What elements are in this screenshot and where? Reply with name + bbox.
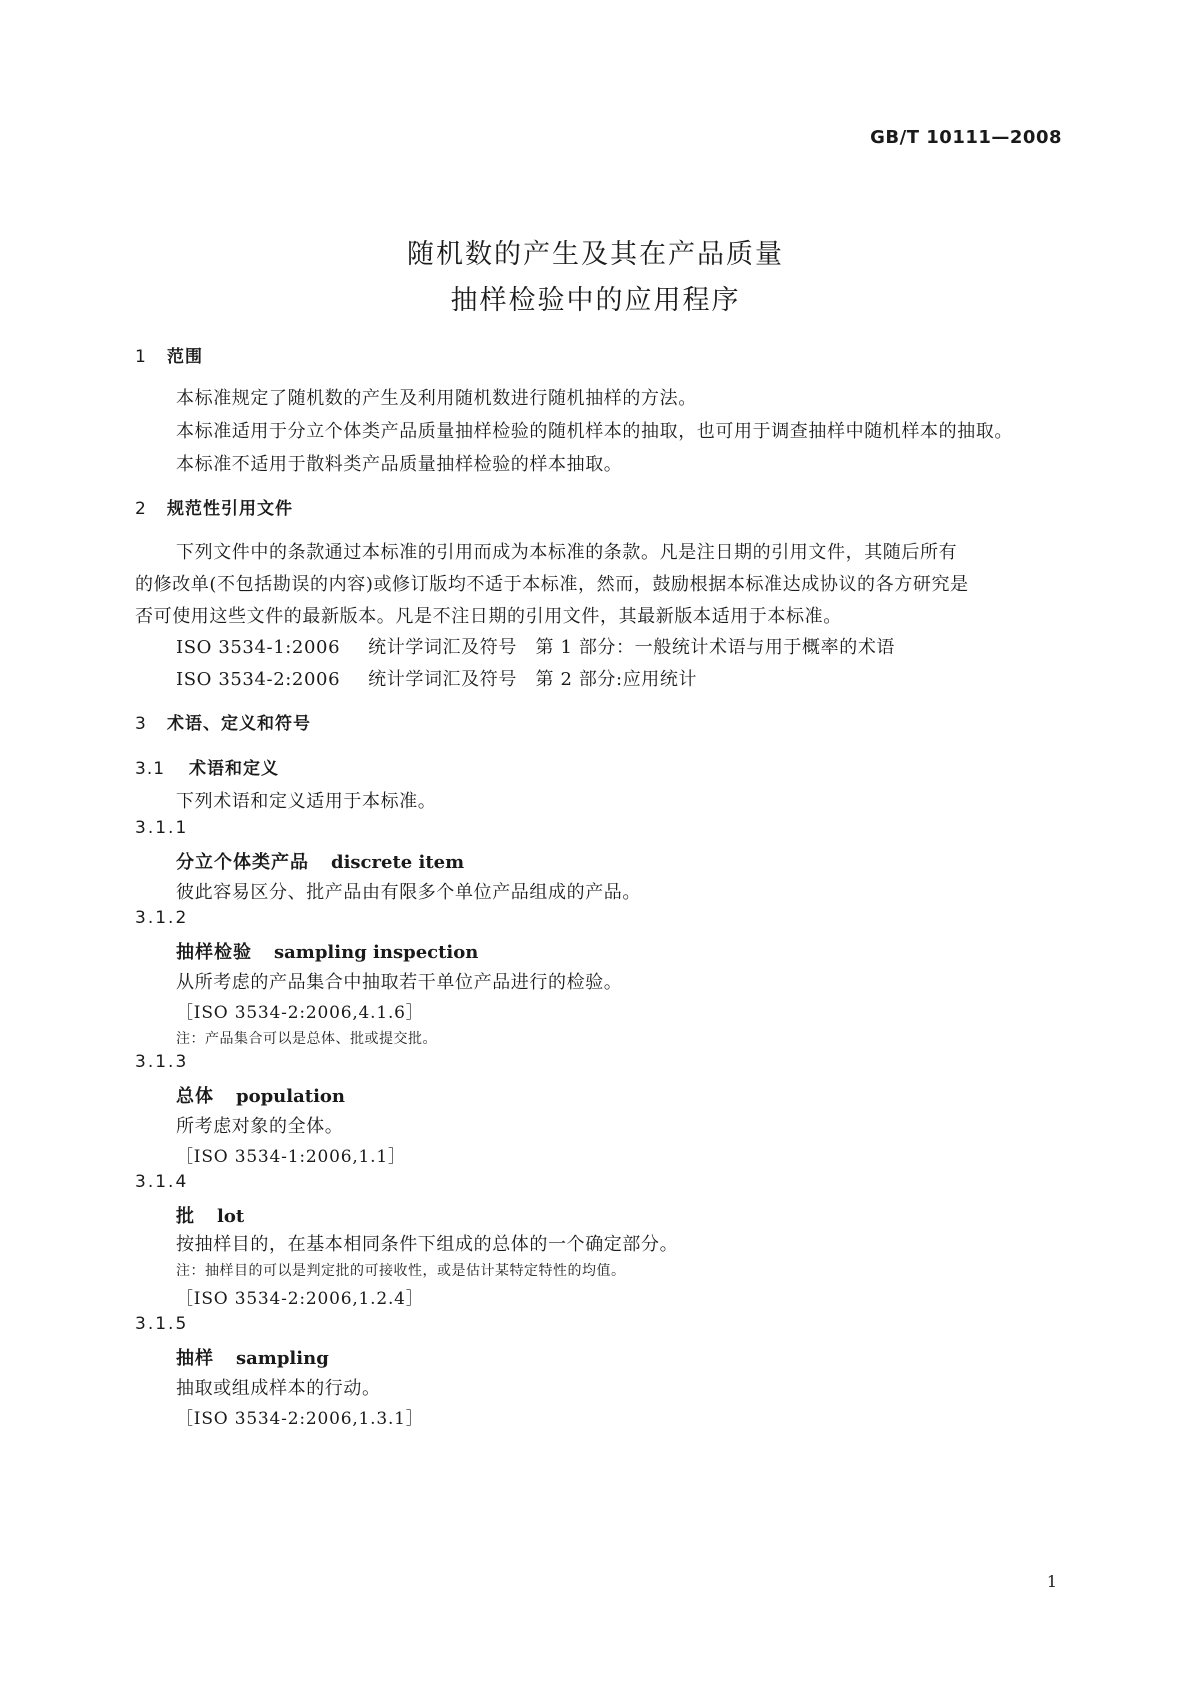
term-english: discrete item <box>331 852 465 873</box>
section-2-heading <box>135 494 293 519</box>
reference-entry <box>176 633 895 659</box>
reference-code: ISO 3534-2:2006 <box>176 669 341 690</box>
section-title: 范围 <box>167 347 203 367</box>
term-number: 3.1.2 <box>135 908 189 928</box>
paragraph: 本标准适用于分立个体类产品质量抽样检验的随机样本的抽取，也可用于调查抽样中随机样本的抽取。 <box>176 421 1013 442</box>
term-reference: ［ISO 3534-2:2006,4.1.6］ <box>176 1003 424 1023</box>
term-title <box>176 938 478 964</box>
term-definition: 彼此容易区分、批产品由有限多个单位产品组成的产品。 <box>176 882 641 903</box>
reference-title: 统计学词汇及符号 第 2 部分:应用统计 <box>368 669 698 690</box>
term-chinese: 抽样检验 <box>176 942 252 963</box>
document-title-line-1: 随机数的产生及其在产品质量 <box>407 239 784 270</box>
section-title: 规范性引用文件 <box>167 499 293 519</box>
term-reference: ［ISO 3534-1:2006,1.1］ <box>176 1147 406 1167</box>
paragraph: 本标准规定了随机数的产生及利用随机数进行随机抽样的方法。 <box>176 388 697 409</box>
section-1-heading <box>135 342 203 367</box>
term-reference: ［ISO 3534-2:2006,1.3.1］ <box>176 1409 424 1429</box>
term-english: lot <box>217 1206 245 1227</box>
term-english: sampling inspection <box>274 942 479 963</box>
section-number: 2 <box>135 499 147 519</box>
term-title <box>176 848 464 874</box>
term-title <box>176 1202 244 1228</box>
paragraph: 本标准不适用于散料类产品质量抽样检验的样本抽取。 <box>176 454 623 475</box>
reference-entry <box>176 665 697 691</box>
term-number: 3.1.3 <box>135 1052 189 1072</box>
term-definition: 从所考虑的产品集合中抽取若干单位产品进行的检验。 <box>176 972 623 993</box>
section-number: 1 <box>135 347 147 367</box>
term-number: 3.1.5 <box>135 1314 189 1334</box>
standard-code: GB/T 10111—2008 <box>870 127 1062 148</box>
term-definition: 按抽样目的，在基本相同条件下组成的总体的一个确定部分。 <box>176 1234 679 1255</box>
section-number: 3 <box>135 714 147 734</box>
term-reference: ［ISO 3534-2:2006,1.2.4］ <box>176 1289 424 1309</box>
paragraph: 否可使用这些文件的最新版本。凡是不注日期的引用文件，其最新版本适用于本标准。 <box>135 606 842 627</box>
section-title: 术语、定义和符号 <box>167 714 311 734</box>
page-number: 1 <box>1046 1572 1057 1591</box>
term-chinese: 抽样 <box>176 1348 214 1369</box>
term-chinese: 分立个体类产品 <box>176 852 309 873</box>
term-chinese: 总体 <box>176 1086 214 1107</box>
term-number: 3.1.1 <box>135 818 189 838</box>
term-title <box>176 1082 345 1108</box>
term-definition: 所考虑对象的全体。 <box>176 1116 344 1137</box>
paragraph: 的修改单(不包括勘误的内容)或修订版均不适于本标准，然而，鼓励根据本标准达成协议的各方研究是 <box>135 574 969 595</box>
term-note: 注：抽样目的可以是判定批的可接收性，或是估计某特定特性的均值。 <box>176 1263 626 1279</box>
subsection-3-1-heading <box>135 754 279 779</box>
paragraph: 下列术语和定义适用于本标准。 <box>176 791 437 812</box>
term-chinese: 批 <box>176 1206 195 1227</box>
term-note: 注：产品集合可以是总体、批或提交批。 <box>176 1031 437 1047</box>
subsection-number: 3.1 <box>135 759 166 779</box>
subsection-title: 术语和定义 <box>189 759 279 779</box>
term-english: sampling <box>236 1348 329 1369</box>
document-title-line-2: 抽样检验中的应用程序 <box>450 285 741 316</box>
term-number: 3.1.4 <box>135 1172 189 1192</box>
term-english: population <box>236 1086 346 1107</box>
reference-code: ISO 3534-1:2006 <box>176 637 341 658</box>
paragraph: 下列文件中的条款通过本标准的引用而成为本标准的条款。凡是注日期的引用文件，其随后所有 <box>176 542 958 563</box>
reference-title: 统计学词汇及符号 第 1 部分：一般统计术语与用于概率的术语 <box>368 637 896 658</box>
term-title <box>176 1344 329 1370</box>
term-definition: 抽取或组成样本的行动。 <box>176 1378 381 1399</box>
section-3-heading <box>135 709 311 734</box>
